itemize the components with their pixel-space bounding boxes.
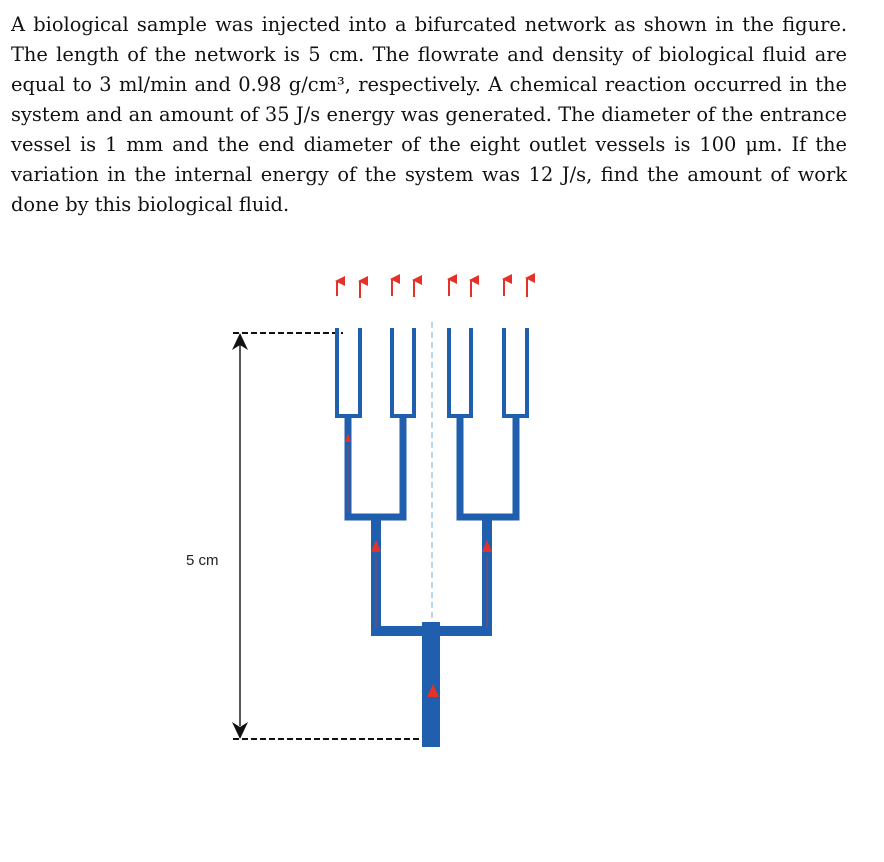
level3-branch-1 — [337, 330, 360, 416]
level3-branch-4 — [504, 330, 527, 416]
level3-branch-3 — [449, 330, 471, 416]
inner-flow-lines — [348, 445, 487, 628]
dimension-label: 5 cm — [186, 552, 219, 569]
outlet-flow-arrows — [337, 278, 527, 298]
level3-branch-2 — [392, 330, 414, 416]
level2-branch-right — [460, 420, 516, 517]
level2-branch-left — [348, 420, 403, 517]
problem-statement: A biological sample was injected into a bifurcated network as shown in the figure. The length of the network is 5 cm. The flowrate and density of biological fluid are equal to 3 ml/min and 0.98 g/cm³, respectively. A chemical reaction occurred in the system and an amount of 35 J/s energy was generated. The diameter of the entrance vessel is 1 mm and the end diameter of the eight outlet vessels is 100 μm. If the variation in the internal energy of the system was 12 J/s, find the amount of work done by this biological fluid. — [11, 13, 847, 216]
